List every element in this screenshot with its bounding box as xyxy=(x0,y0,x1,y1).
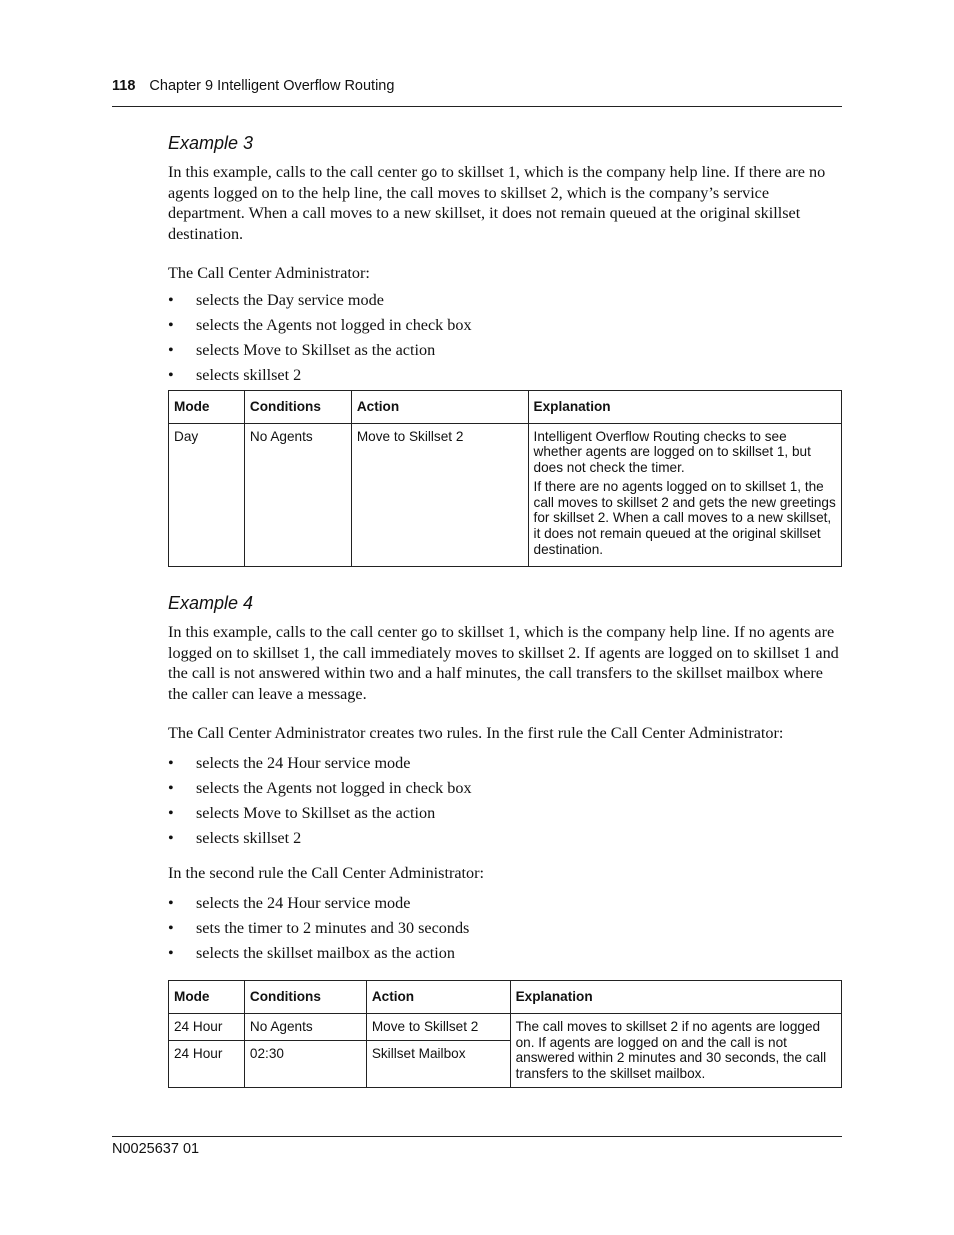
bullet-item: • selects skillset 2 xyxy=(168,828,842,849)
header-mode: Mode xyxy=(169,390,245,423)
bullet-item: • selects the Agents not logged in check box xyxy=(168,778,842,799)
example-4-title: Example 4 xyxy=(168,593,254,614)
document-number: N0025637 01 xyxy=(112,1141,200,1157)
bullet-item: • selects Move to Skillset as the action xyxy=(168,340,842,361)
header-mode: Mode xyxy=(169,981,245,1014)
bullet-item: • sets the timer to 2 minutes and 30 seconds xyxy=(168,918,842,939)
cell-mode: 24 Hour xyxy=(169,1014,245,1041)
cell-action: Skillset Mailbox xyxy=(366,1041,510,1088)
chapter-title: Chapter 9 Intelligent Overflow Routing xyxy=(149,78,395,94)
cell-conditions: 02:30 xyxy=(244,1041,366,1088)
header-explanation: Explanation xyxy=(528,390,841,423)
bullet-item: • selects Move to Skillset as the action xyxy=(168,803,842,824)
bullet-item: • selects the Day service mode xyxy=(168,290,842,311)
example-3-admin-label: The Call Center Administrator: xyxy=(168,264,370,282)
page-content xyxy=(168,133,842,1088)
example-4-second-rule-label: In the second rule the Call Center Administrator: xyxy=(168,864,485,883)
header-action: Action xyxy=(366,981,510,1014)
explanation-paragraph: Intelligent Overflow Routing checks to see whether agents are logged on to skillset 1, but does not check the timer. xyxy=(533,428,811,475)
table-row xyxy=(169,1014,842,1041)
cell-mode: 24 Hour xyxy=(169,1041,245,1088)
page-number: 118 xyxy=(112,78,136,94)
example-3-intro: In this example, calls to the call center go to skillset 1, which is the company help line. If there are no agents logged on to the help line, the call moves to skillset 2, which is the company’s service department. When a call moves to a new skillset, it does not remain queued at the original skillset destination. xyxy=(168,163,826,243)
example-3-title: Example 3 xyxy=(168,133,254,153)
cell-conditions: No Agents xyxy=(244,1014,366,1041)
cell-action: Move to Skillset 2 xyxy=(351,423,528,567)
cell-action: Move to Skillset 2 xyxy=(366,1014,510,1041)
bullet-item: • selects the 24 Hour service mode xyxy=(168,753,842,774)
table-header-row xyxy=(169,981,842,1014)
table-row xyxy=(169,423,842,567)
example-4-first-bullet-list xyxy=(168,753,842,849)
bullet-item: • selects the Agents not logged in check box xyxy=(168,315,842,336)
example-3-table xyxy=(168,390,842,568)
table-header-row xyxy=(169,390,842,423)
header-conditions: Conditions xyxy=(244,981,366,1014)
page-footer xyxy=(112,1136,842,1157)
cell-explanation xyxy=(528,423,841,567)
cell-conditions: No Agents xyxy=(244,423,351,567)
example-3-bullet-list xyxy=(168,290,842,386)
example-4-table xyxy=(168,980,842,1087)
example-4-first-rule-label: The Call Center Administrator creates two rules. In the first rule the Call Center Administrator: xyxy=(168,724,784,743)
bullet-item: • selects skillset 2 xyxy=(168,365,842,386)
cell-explanation: The call moves to skillset 2 if no agents are logged on. If agents are logged on and the call is not answered within 2 minutes and 30 seconds, the call transfers to the skillset mailbox. xyxy=(510,1014,841,1087)
example-4-second-bullet-list xyxy=(168,893,842,964)
header-explanation: Explanation xyxy=(510,981,841,1014)
bullet-item: • selects the skillset mailbox as the action xyxy=(168,943,842,964)
page-header xyxy=(112,78,842,107)
bullet-item: • selects the 24 Hour service mode xyxy=(168,893,842,914)
cell-mode: Day xyxy=(169,423,245,567)
header-conditions: Conditions xyxy=(244,390,351,423)
example-4-intro: In this example, calls to the call center go to skillset 1, which is the company help line. If no agents are logged on to skillset 1, the call immediately moves to skillset 2. If agents are logged on to skillset 1 and the call is not answered within two and a half minutes, the call transfers to the skillset mailbox where the caller can leave a message. xyxy=(168,623,839,703)
header-action: Action xyxy=(351,390,528,423)
explanation-paragraph: If there are no agents logged on to skillset 1, the call moves to skillset 2 and gets the new greetings for skillset 2. When a call moves to a new skillset, it does not remain queued at the original skillset destination. xyxy=(533,479,836,557)
